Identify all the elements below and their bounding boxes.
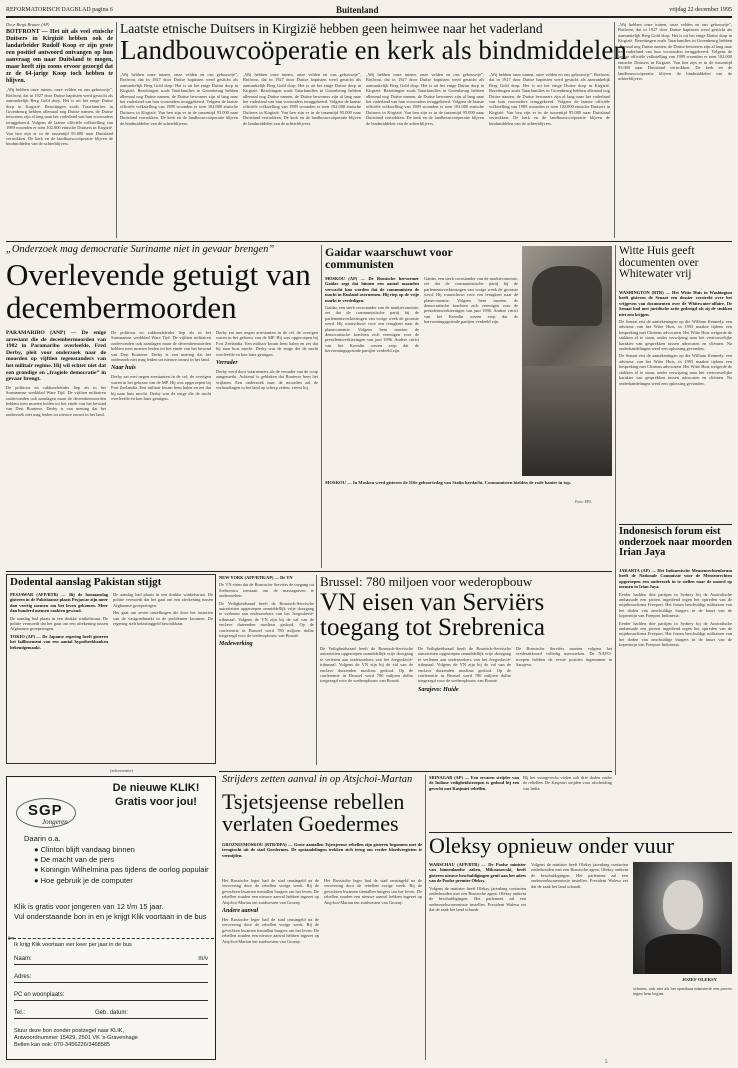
brussel-headline-kicker: Brussel: 780 miljoen voor wederopbouw	[320, 574, 533, 589]
klik-field-phone[interactable]: Tel.: Geb. datum:	[14, 1010, 208, 1019]
tokio-body: Het gaat om zeven instellingen die door het instorten van de vastgoedmarkt in de problemen kwamen. De regering stelt belastinggeld beschikbaar.	[113, 610, 213, 627]
brussel-col1: De Veiligheidsraad heeft de Bosnisch-Servische autoriteiten opgeroepen onmiddellijk vrije doorgang te verlenen aan onderzoekers van het Joegoslavië-tribunaal. Volgens de VN zijn bij de val van de enclave duizenden moslims gedood. Op de conferentie in Brussel werd 780 miljoen dollar toegezegd voor de wederopbouw van Bosnië.	[320, 646, 413, 684]
kirgizie-body-col5: „Wij hebben onze tuinen, onze velden en ons gebouwtje”, Rotfront, dat in 1927 door Duitse baptisten werd gesticht als aanvankelijk Berg Gold dorp. Het is uit het enige Duitse dorp in Kirgizië. Bezettingen zoals Tatarfamilies in Groenbeurg hebben allemaal nog Duitse namen, de Duitse bewoners zijn al lang naar het vaderland van hun voorouders teruggekeerd. Volgens de laatste officiële volkstelling van 1989 woonden er toen 102.000 etnische Duitsers in Kirgizië. Van hen zijn er in de tussentijd 95.000 naar Duitsland vertrokken. De kerk en de landbouwcoöperatie blijven de bindmiddelen van de achterblijvers.	[618, 22, 732, 82]
klik-footer: Stuur deze bon zonder postzegel naar KLIK, Antwoordnummer 15429, 2501 VK 's-Gravenhage Bellen kan ook: 070-3456226/3468585	[14, 1028, 138, 1048]
cut-line	[8, 938, 214, 939]
klik-coupon-text: Ik krijg Klik voortaan vier keer per jaar in de bus	[14, 942, 132, 948]
brussel-body: De Veiligheidsraad heeft de Bosnisch-Servische autoriteiten opgeroepen onmiddellijk vrije doorgang te verlenen aan onderzoekers van het Joegoslavië-tribunaal. Volgens de VN zijn bij de val van de enclave duizenden moslims gedood. Op de conferentie in Brussel werd 780 miljoen dollar toegezegd voor de wederopbouw van Bosnië.	[219, 600, 314, 639]
masthead	[6, 4, 732, 18]
klik-title: De nieuwe KLIK!	[112, 782, 200, 794]
gaidar-col2: Gaidar, een sterk voorstander van de markteconomie, zei dat de communistische partij bij de parlementsverkiezingen van vorige week de grootste werd. Hij waarschuwt voor een terugkeer naar de planeconomie. Volgens hem moeten de democratische krachten zich verenigen voor de presidentsverkiezingen van juni 1996. Andere critici van het Kremlin wezen erop dat de hervormingsgezinde partijen verdeeld zijn.	[424, 276, 518, 325]
kirgizie-body-a: „Wij hebben onze tuinen, onze velden en ons gebouwtje”, Rotfront, dat in 1927 door Duitse baptisten werd gesticht als aanvankelijk Berg Gold dorp. Het is uit het enige Duitse dorp in Kirgizië. Bezettingen zoals Tatarfamilies in Groenbeurg hebben allemaal nog Duitse namen, de Duitse bewoners zijn al lang naar het vaderland van hun voorouders teruggekeerd. Volgens de laatste officiële volkstelling van 1989 woonden er toen 102.000 etnische Duitsers in Kirgizië. Van hen zijn er in de tussentijd 95.000 naar Duitsland vertrokken. De kerk en de landbouwcoöperatie blijven de bindmiddelen van de achterblijvers.	[6, 87, 113, 147]
suriname-lead: PARAMARIBO (ANP) — De enige arrestant die de decembermoorden van 1982 in Paramaribo overleefde, Fred Derby, pleit voor onderzoek naar de moorden op vijftien tegenstanders van het militair regime. Hij wil echter niet dat een grondige en „fragiele democratie” in gevaar brengt.	[6, 330, 106, 383]
gaidar-photo-credit: Foto: EPA	[575, 499, 592, 504]
indonesie-headline: Indonesisch forum eist onderzoek naar moorden Irian Jaya	[619, 526, 732, 559]
tsjetsjenie-col1	[222, 878, 319, 1060]
whitehouse-headline: Witte Huis geeft documenten over Whitewater vrij	[619, 245, 699, 281]
pakistan-body-cont: De aanslag had plaats in een drukke winkelstraat. De politie vermoedt dat het gaat om een afrekening tussen Afghaanse groeperingen.	[113, 592, 213, 608]
oleksy-body: Volgens de minister heeft Oleksy jarenlang contacten onderhouden met een Russische agent. Oleksy ontkent de beschuldigingen. Het parlement zal een onderzoekscommissie instellen. President Walesa zei dat de zaak het land schaadt.	[429, 885, 526, 913]
suriname-body2-cont: Derby zat met negen arrestanten in de cel, de overigen waren in het gebouw van de MP. Hij was opgeroepen bij Fort Zeelandia. Een militair kwam hem halen en zei dat hij naar huis mocht. Derby was de enige die de nacht overleefde en kon later getuigen.	[216, 330, 318, 357]
tsjetsjenie-body-cont: Het Russische leger had de stad omsingeld na de verovering door de rebellen vorige week. Bij de gevechten kwamen tientallen burgers om het leven. De rebellen zouden een nieuwe aanval hebben ingezet op Atsjchoi-Martan ten zuidwesten van Grozny.	[222, 917, 319, 944]
list-item: ● Hoe gebruik je de computer	[34, 875, 133, 885]
tsjetsjenie-kicker: Strijders zetten aanval in op Atsjchoi-Martan	[222, 774, 413, 785]
brussel-col2	[418, 646, 511, 764]
klik-field-city[interactable]: PC en woonplaats:	[14, 992, 208, 1001]
kirgizie-kicker: Laatste etnische Duitsers in Kirgizië hebben geen heimwee naar het vaderland	[120, 21, 543, 36]
pakistan-body: De aanslag had plaats in een drukke winkelstraat. De politie vermoedt dat het gaat om een afrekening tussen Afghaanse groeperingen.	[10, 615, 108, 632]
klik-field-address[interactable]: Adres:	[14, 974, 208, 983]
oleksy-photo	[633, 862, 732, 974]
kirgizie-body-col4: „Wij hebben onze tuinen, onze velden en ons gebouwtje”, Rotfront, dat in 1927 door Duitse baptisten werd gesticht als aanvankelijk Berg Gold dorp. Het is uit het enige Duitse dorp in Kirgizië. Bezettingen zoals Tatarfamilies in Groenbeurg hebben allemaal nog Duitse namen, de Duitse bewoners zijn al lang naar het vaderland van hun voorouders teruggekeerd. Volgens de laatste officiële volkstelling van 1989 woonden er toen 102.000 etnische Duitsers in Kirgizië. Van hen zijn er in de tussentijd 95.000 naar Duitsland vertrokken. De kerk en de landbouwcoöperatie blijven de bindmiddelen van de achterblijvers.	[489, 72, 610, 126]
brussel-lead: De VN eisen dat de Bosnische Serviërs de toegang tot Srebrenica toestaan om de massagraven te onderzoeken.	[219, 582, 314, 599]
tsjetsjenie-lead: GROZNIJ/MOSKOU (RTR/DPA) — Grote aantallen Tsjetsjeense rebellen zijn gisteren begonnen met de terugtocht uit de stad Goedermes. De opstandelingen trekken zich terug om verder bloedvergieten te vermijden.	[222, 842, 422, 858]
suriname-body-cont: De politicus en vakbondsleider liep als in het Surinaamse werkblad Ware Tijd. De vijftien militairen ondervonden ook aanslagen maar de decembermoorden hebben toen moeten leiden tot het einde van het bewind van Desi Bouterse. Derby is van mening dat het onderzoek niet mag leiden tot nieuwe onrust in het land.	[111, 330, 211, 363]
brussel-left-col	[219, 575, 314, 765]
klik-logo-sub: Jongeren	[42, 818, 68, 826]
pakistan-col1	[10, 592, 108, 760]
masthead-section: Buitenland	[336, 5, 379, 15]
divider	[615, 245, 616, 775]
suriname-sub-naar-huis: Naar huis	[111, 365, 136, 372]
brussel-body-cont: De Veiligheidsraad heeft de Bosnisch-Servische autoriteiten opgeroepen onmiddellijk vrije doorgang te verlenen aan onderzoekers van het Joegoslavië-tribunaal. Volgens de VN zijn bij de val van de enclave duizenden moslims gedood. Op de conferentie in Brussel werd 780 miljoen dollar toegezegd voor de wederopbouw van Bosnië.	[418, 646, 511, 684]
list-item: ● Clinton blijft vandaag binnen	[34, 845, 135, 854]
pakistan-col2	[113, 592, 213, 760]
advertentie-label: (advertentie)	[110, 768, 133, 773]
srinagar-col1	[429, 775, 519, 830]
list-item: ● Koningin Wilhelmina pas tijdens de oorlog populair	[34, 865, 209, 875]
indonesie-lead: JAKARTA (AP) — Het Indonesische Mensenrechtenforum heeft de Nationale Commissie voor de Mensenrechten opgeroepen een onderzoek in te stellen naar de moord op mensen in Irian Jaya.	[619, 568, 732, 590]
klik-text	[14, 902, 210, 921]
oleksy-col1	[429, 862, 526, 1060]
suriname-col2	[111, 330, 211, 568]
divider	[321, 245, 322, 568]
masthead-date: vrijdag 22 december 1995	[669, 7, 732, 13]
brussel-kicker: NEW YORK (AFP/RTR/AP) — De VN	[219, 575, 293, 580]
klik-text-2: Vul onderstaande bon in en je krijgt Klik voortaan in de bus	[14, 911, 207, 921]
divider	[614, 22, 615, 238]
gaidar-body: Gaidar, een sterk voorstander van de markteconomie, zei dat de communistische partij bij de parlementsverkiezingen van vorige week de grootste werd. Hij waarschuwt voor een terugkeer naar de planeconomie. Volgens hem moeten de democratische krachten zich verenigen voor de presidentsverkiezingen van juni 1996. Andere critici van het Kremlin wezen erop dat de hervormingsgezinde partijen verdeeld zijn.	[325, 305, 419, 354]
divider	[316, 575, 317, 765]
kirgizie-lead-column	[6, 22, 113, 238]
suriname-headline: Overlevende getuigt van decembermoorden	[6, 257, 311, 325]
brussel-headline: VN eisen van Serviërs toegang tot Srebrenica	[320, 589, 545, 641]
divider	[6, 241, 732, 242]
brussel-sub-medewerking: Medewerking	[219, 641, 253, 648]
gaidar-col1	[325, 276, 419, 476]
brussel-sub-sarajevo: Sarajevo: Huide	[418, 686, 459, 693]
suriname-sub-verrader: Verrader	[216, 360, 238, 367]
oleksy-col3: schoten, ook niet als het openbaar ministerie een proces tegen hem begint.	[633, 986, 732, 997]
kirgizie-body-col1: „Wij hebben onze tuinen, onze velden en ons gebouwtje”, Rotfront, dat in 1927 door Duitse baptisten werd gesticht als aanvankelijk Berg Gold dorp. Het is uit het enige Duitse dorp in Kirgizië. Bezettingen zoals Tatarfamilies in Groenbeurg hebben allemaal nog Duitse namen, de Duitse bewoners zijn al lang naar het vaderland van hun voorouders teruggekeerd. Volgens de laatste officiële volkstelling van 1989 woonden er toen 102.000 etnische Duitsers in Kirgizië. Van hen zijn er in de tussentijd 95.000 naar Duitsland vertrokken. De kerk en de landbouwcoöperatie blijven de bindmiddelen van de achterblijvers.	[120, 72, 238, 126]
gaidar-lead: MOSKOU (AP) — De Russische hervormer Gaidar zegt dat binnen een aantal maanden verwacht kan worden dat de communisten de macht in Rusland overnemen. Hij riep op de vrije markt te verdedigen.	[325, 276, 419, 303]
suriname-body: De politicus en vakbondsleider liep als in het Surinaamse werkblad Ware Tijd. De vijftien militairen ondervonden ook aanslagen maar de decembermoorden hebben toen moeten leiden tot het einde van het bewind van Desi Bouterse. Derby is van mening dat het onderzoek niet mag leiden tot nieuwe onrust in het land.	[6, 384, 106, 417]
klik-intro: Daarin o.a.	[24, 834, 61, 843]
divider	[116, 22, 117, 238]
kirgizie-body-col2: „Wij hebben onze tuinen, onze velden en ons gebouwtje”, Rotfront, dat in 1927 door Duitse baptisten werd gesticht als aanvankelijk Berg Gold dorp. Het is uit het enige Duitse dorp in Kirgizië. Bezettingen zoals Tatarfamilies in Groenbeurg hebben allemaal nog Duitse namen, de Duitse bewoners zijn al lang naar het vaderland van hun voorouders teruggekeerd. Volgens de laatste officiële volkstelling van 1989 woonden er toen 102.000 etnische Duitsers in Kirgizië. Van hen zijn er in de tussentijd 95.000 naar Duitsland vertrokken. De kerk en de landbouwcoöperatie blijven de bindmiddelen van de achterblijvers.	[243, 72, 361, 126]
kirgizie-headline: Landbouwcoöperatie en kerk als bindmiddelen	[120, 35, 627, 65]
pakistan-headline: Dodental aanslag Pakistan stijgt	[10, 576, 162, 588]
divider	[619, 524, 732, 525]
divider	[6, 571, 612, 572]
gaidar-photo	[522, 246, 612, 476]
indonesie-body-cont: Eerder hadden drie partijen in Sydney bij de Australische ambassade een protest ingediend tegen het optreden van de mijnbouwfirma Freeport. Het forum beschuldigt militairen van het doden van onschuldige burgers in de buurt van de kopermijn van Freeport Indonesia.	[619, 620, 732, 648]
suriname-col1	[6, 330, 106, 568]
kirgizie-lead: BOTFRONT — Het uit als veel etnische Duitsers in Kirgizië hebben ook de landarbeider Rudolf Koop er zijn grote een positief antwoord ontvangen op hun aanvraag om naar Duitsland te mogen, maar heeft zijn zoons ervoor gezorgd dat ze de 64-jarige Koop toch hebben te blijven.	[6, 29, 113, 85]
brussel-col3: De Bosnische Serviërs moeten volgens het vredesakkoord volledig meewerken. De NAVO-troepen hebben de eerste posities ingenomen in Sarajevo.	[516, 646, 612, 668]
klik-field-name[interactable]: Naam: m/v	[14, 956, 208, 965]
tsjetsjenie-sub: Andere aanval	[222, 908, 259, 915]
srinagar-lead: SRINAGAR (AP) — Een ervaren strijder van de Indiase veiligheidstroepen is gedood bij een gevecht met Kasjmiri rebellen.	[429, 775, 519, 791]
suriname-body3: Derby werd door waarnemers als de verrader van de coup aangemerkt. Achteraf is gebleken dat Bouterse hem liet vrijlaten. Een onderzoek naar de moorden zal de verhoudingen in het land op scherp zetten, vreest hij.	[216, 369, 318, 391]
list-item: ● De macht van de pers	[34, 855, 114, 865]
tsjetsjenie-body: Het Russische leger had de stad omsingeld na de verovering door de rebellen vorige week. Bij de gevechten kwamen tientallen burgers om het leven. De rebellen zouden een nieuwe aanval hebben ingezet op Atsjchoi-Martan ten zuidwesten van Grozny.	[222, 878, 319, 905]
scissors-icon: ✂	[8, 934, 15, 943]
kirgizie-body-col3: „Wij hebben onze tuinen, onze velden en ons gebouwtje”, Rotfront, dat in 1927 door Duitse baptisten werd gesticht als aanvankelijk Berg Gold dorp. Het is uit het enige Duitse dorp in Kirgizië. Bezettingen zoals Tatarfamilies in Groenbeurg hebben allemaal nog Duitse namen, de Duitse bewoners zijn al lang naar het vaderland van hun voorouders teruggekeerd. Volgens de laatste officiële volkstelling van 1989 woonden er toen 102.000 etnische Duitsers in Kirgizië. Van hen zijn er in de tussentijd 95.000 naar Duitsland vertrokken. De kerk en de landbouwcoöperatie blijven de bindmiddelen van de achterblijvers.	[366, 72, 484, 126]
oleksy-lead: WARSCHAU (AFP/RTR) — De Poolse minister van binnenlandse zaken, Milczanowski, heeft gisteren nieuwe beschuldigingen geuit aan het adres van de Poolse premier Oleksy.	[429, 862, 526, 884]
klik-logo: SGP	[28, 802, 63, 819]
tsjetsjenie-col2: Het Russische leger had de stad omsingeld na de verovering door de rebellen vorige week. Bij de gevechten kwamen tientallen burgers om het leven. De rebellen zouden een nieuwe aanval hebben ingezet op Atsjchoi-Martan ten zuidwesten van Grozny.	[324, 878, 422, 905]
whitehouse-body: De Senaat eist de aantekeningen op die William Kennedy, een adviseur van het Witte Huis, in 1993 maakte tijdens een bespreking met Clintons advocaten. Het Witte Huis weigerde de stukken af te staan, onder verwijzing naar het vertrouwelijke karakter van gesprekken tussen advocaten en cliënten. Na onderhandelingen werd een oplossing gevonden.	[619, 319, 732, 352]
whitehouse-col	[619, 290, 732, 520]
klik-bullets	[34, 845, 210, 886]
gaidar-caption: MOSKOU — In Moskou werd gisteren de 116e geboortedag van Stalin herdacht. Communisten hielden de rode banier in top.	[325, 480, 572, 485]
tsjetsjenie-headline: Tsjetsjeense rebellen verlaten Goedermes	[222, 789, 405, 836]
klik-subtitle: Gratis voor jou!	[115, 796, 197, 808]
gaidar-headline: Gaidar waarschuwt voor communisten	[325, 245, 453, 272]
suriname-kicker: „Onderzoek mag democratie Suriname niet in gevaar brengen”	[6, 244, 275, 255]
divider	[219, 771, 612, 772]
divider	[425, 775, 426, 1060]
klik-text-1: Klik is gratis voor jongeren van 12 t/m 15 jaar.	[14, 902, 164, 911]
masthead-paper: REFORMATORISCH DAGBLAD pagina 6	[6, 7, 113, 13]
srinagar-col2: Bij het vuurgevecht vielen ook drie doden onder de rebellen. De Kasjmiri strijden voor afscheiding van India.	[523, 775, 612, 791]
oleksy-photo-label: JOZEF OLEKSY	[682, 977, 717, 982]
whitehouse-lead: WASHINGTON (RTR) — Het Witte Huis in Washington heeft gisteren de Senaat een dossier verstrekt over het vrijgeven van documenten over de Whitewater-affaire. De Senaat had met juridische actie gedreigd als zij de stukken niet zou krijgen.	[619, 290, 732, 317]
whitehouse-body-cont: De Senaat eist de aantekeningen op die William Kennedy, een adviseur van het Witte Huis, in 1993 maakte tijdens een bespreking met Clintons advocaten. Het Witte Huis weigerde de stukken af te staan, onder verwijzing naar het vertrouwelijke karakter van gesprekken tussen advocaten en cliënten. Na onderhandelingen werd een oplossing gevonden.	[619, 353, 732, 386]
kirgizie-byline: Door Birgit Brauer (AP)	[6, 22, 50, 27]
indonesie-col	[619, 568, 732, 775]
pakistan-lead: PESJAWAR (AFP/RTR) — Bij de bomaanslag gisteren in de Pakistaanse plaats Pesjawar zijn meer dan veertig mensen om het leven gekomen. Meer dan honderd mensen raakten gewond.	[10, 592, 108, 614]
indonesie-body: Eerder hadden drie partijen in Sydney bij de Australische ambassade een protest ingediend tegen het optreden van de mijnbouwfirma Freeport. Het forum beschuldigt militairen van het doden van onschuldige burgers in de buurt van de kopermijn van Freeport Indonesia.	[619, 591, 732, 619]
oleksy-col2: Volgens de minister heeft Oleksy jarenlang contacten onderhouden met een Russische agent. Oleksy ontkent de beschuldigingen. Het parlement zal een onderzoekscommissie instellen. President Walesa zei dat de zaak het land schaadt.	[531, 862, 628, 889]
suriname-col3	[216, 330, 318, 568]
oleksy-headline: Oleksy opnieuw onder vuur	[429, 833, 675, 858]
page-mark: 5	[605, 1060, 608, 1065]
suriname-body2: Derby zat met negen arrestanten in de cel, de overigen waren in het gebouw van de MP. Hij was opgeroepen bij Fort Zeelandia. Een militair kwam hem halen en zei dat hij naar huis mocht. Derby was de enige die de nacht overleefde en kon later getuigen.	[111, 374, 211, 402]
tokio-lead: TOKIO (AP) — De Japanse regering heeft gisteren het faillissement van een aantal hypotheekbanken bekendgemaakt.	[10, 633, 108, 650]
